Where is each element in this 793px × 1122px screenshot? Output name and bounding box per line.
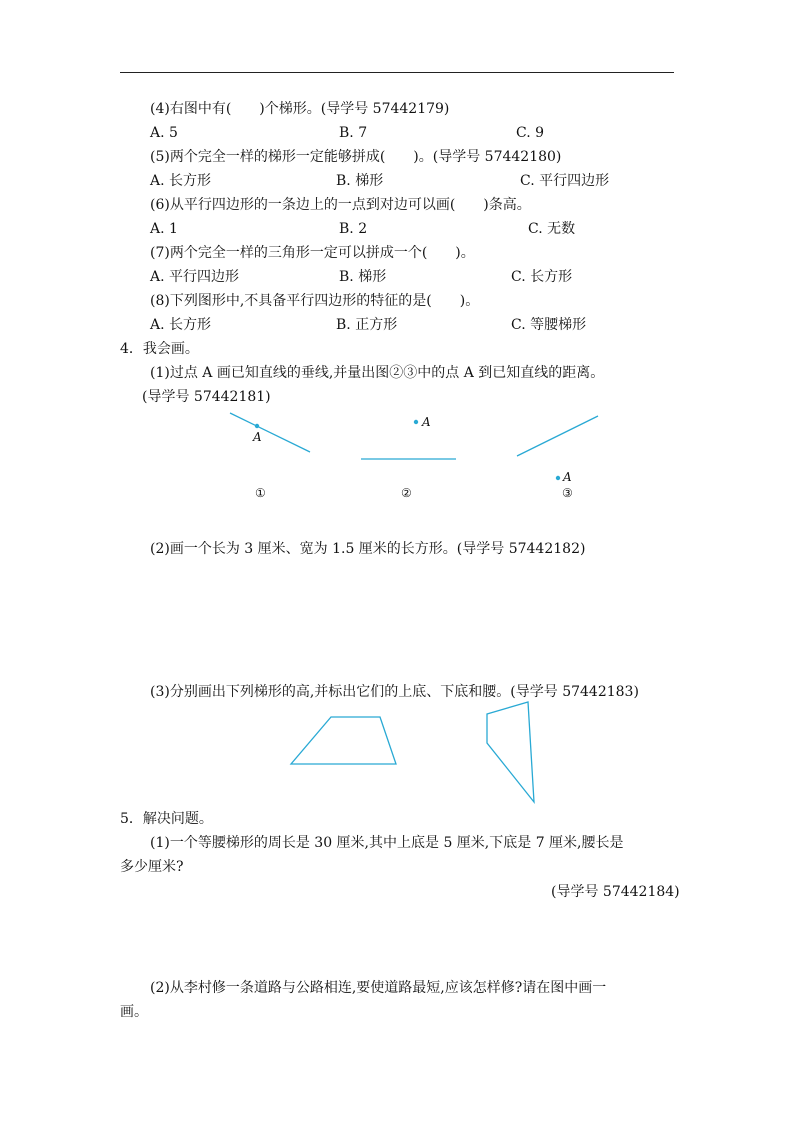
section4-part1-text: (1)过点 A 画已知直线的垂线,并量出图②③中的点 A 到已知直线的距离。 xyxy=(150,365,605,381)
q5-text: (5)两个完全一样的梯形一定能够拼成( )。(导学号 57442180) xyxy=(150,149,562,165)
q7-option-a: A. 平行四边形 xyxy=(150,269,240,285)
section5-title: 5．解决问题。 xyxy=(120,811,213,827)
q8-option-a: A. 长方形 xyxy=(150,317,212,333)
q6-option-c: C. 无数 xyxy=(528,221,576,237)
fig1-point-label: A xyxy=(253,430,262,444)
q5-option-a: A. 长方形 xyxy=(150,173,212,189)
trapezoid-1 xyxy=(291,717,396,764)
section5-part2-line2: 画。 xyxy=(120,1004,148,1020)
q8-option-b: B. 正方形 xyxy=(336,317,398,333)
q4-text: (4)右图中有( )个梯形。(导学号 57442179) xyxy=(150,101,450,117)
q4-option-b: B. 7 xyxy=(339,125,368,141)
section4-part3-text: (3)分别画出下列梯形的高,并标出它们的上底、下底和腰。(导学号 57442183) xyxy=(150,684,639,700)
q6-option-b: B. 2 xyxy=(339,221,368,237)
section5-part2-line1: (2)从李村修一条道路与公路相连,要使道路最短,应该怎样修?请在图中画一 xyxy=(150,980,607,996)
q7-text: (7)两个完全一样的三角形一定可以拼成一个( )。 xyxy=(150,245,475,261)
q5-option-c: C. 平行四边形 xyxy=(520,173,610,189)
fig3-number: ③ xyxy=(562,486,573,500)
fig3-point-label: A xyxy=(563,470,572,484)
fig2-number: ② xyxy=(401,486,412,500)
trapezoid-2 xyxy=(487,702,534,802)
section4-part1-ref: (导学号 57442181) xyxy=(142,389,271,405)
q4-option-c: C. 9 xyxy=(516,125,545,141)
fig1-number: ① xyxy=(255,486,266,500)
q7-option-c: C. 长方形 xyxy=(511,269,573,285)
section5-part1-line2: 多少厘米? xyxy=(120,859,184,875)
q6-option-a: A. 1 xyxy=(150,221,178,237)
q8-text: (8)下列图形中,不具备平行四边形的特征的是( )。 xyxy=(150,293,480,309)
q5-option-b: B. 梯形 xyxy=(336,173,384,189)
section5-part1-line1: (1)一个等腰梯形的周长是 30 厘米,其中上底是 5 厘米,下底是 7 厘米,腰长是 xyxy=(150,835,624,851)
q8-option-c: C. 等腰梯形 xyxy=(511,317,587,333)
section5-part1-ref: (导学号 57442184) xyxy=(551,884,680,900)
q4-option-a: A. 5 xyxy=(150,125,178,141)
q7-option-b: B. 梯形 xyxy=(339,269,387,285)
fig2-point-label: A xyxy=(422,415,431,429)
section4-title: 4．我会画。 xyxy=(120,341,199,357)
q6-text: (6)从平行四边形的一条边上的一点到对边可以画( )条高。 xyxy=(150,197,531,213)
section4-part2-text: (2)画一个长为 3 厘米、宽为 1.5 厘米的长方形。(导学号 57442182) xyxy=(150,541,586,557)
